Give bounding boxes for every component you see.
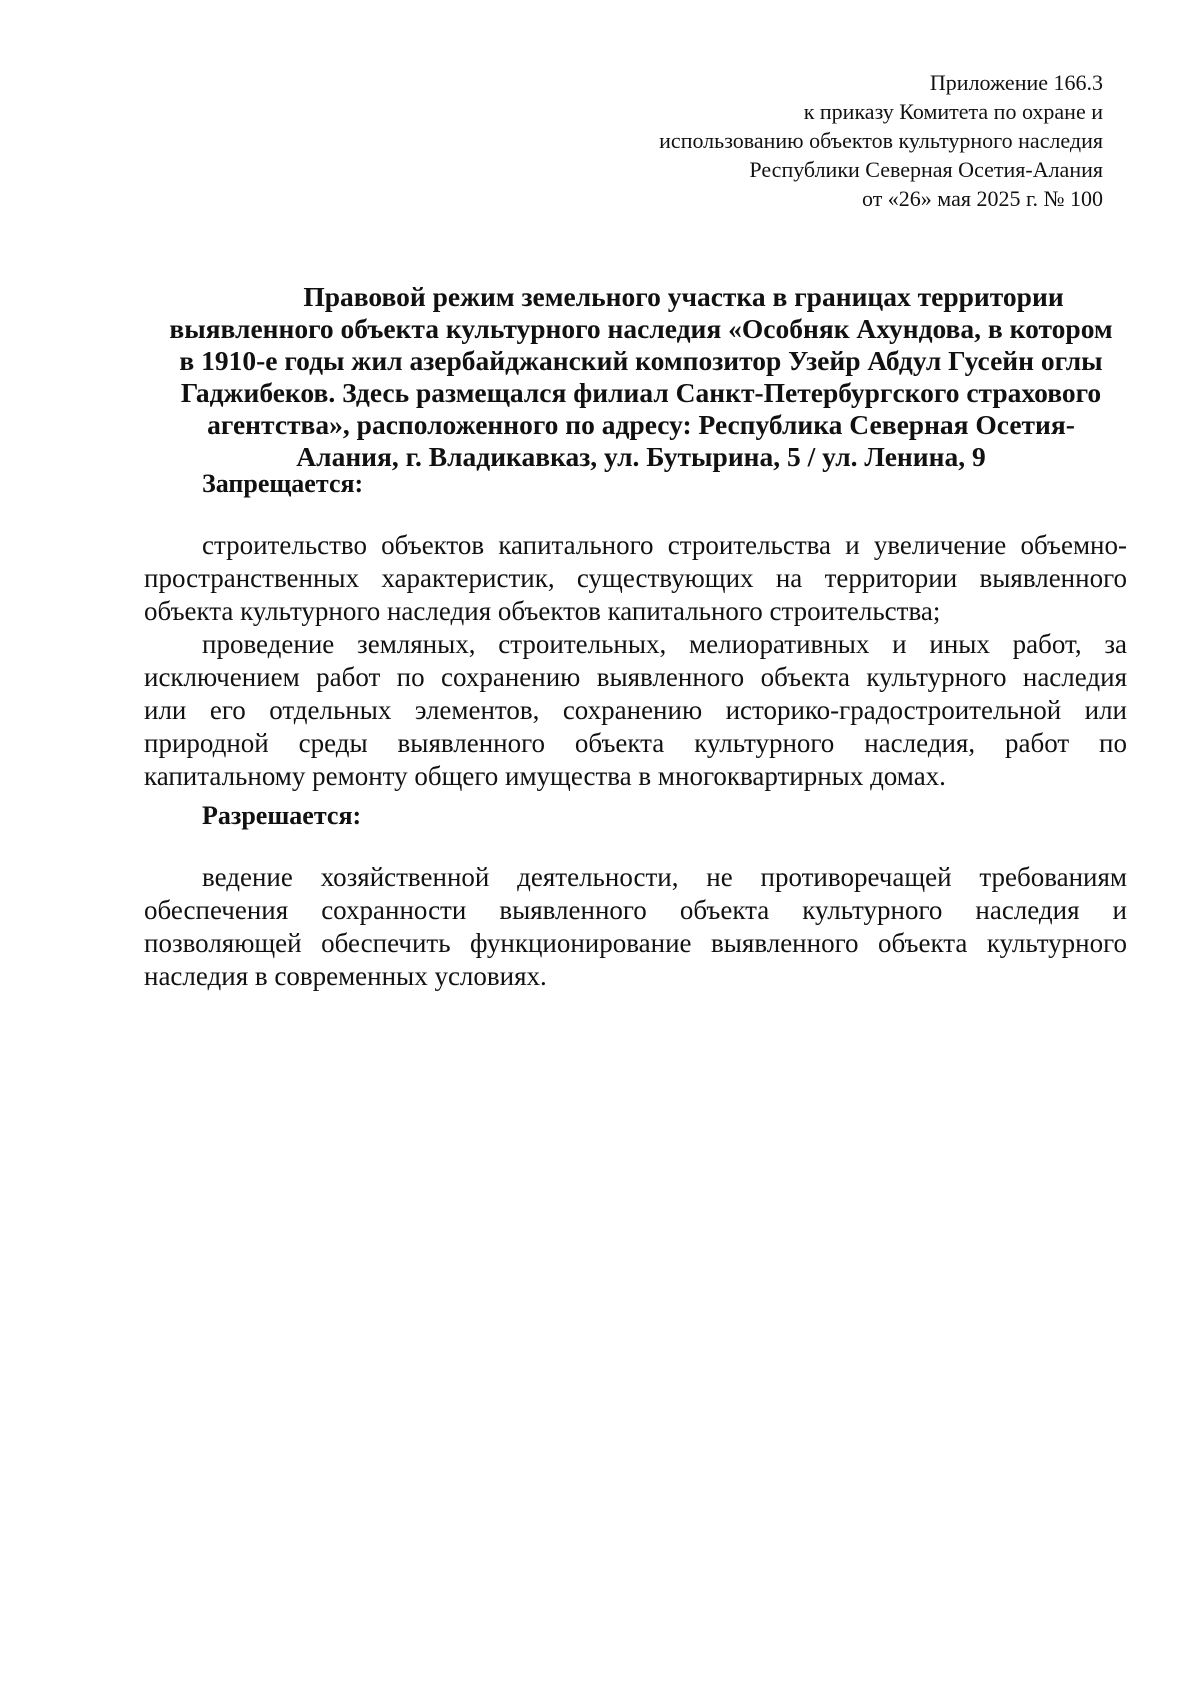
document-title [146, 281, 1136, 473]
title-line: Правовой режим земельного участка в границах территории [303, 281, 1064, 312]
title-line: в 1910-е годы жил азербайджанский композитор Узейр Абдул Гусейн оглы [179, 345, 1103, 376]
allowed-paragraph-1 [144, 861, 1127, 993]
paragraph-line: проведение земляных, строительных, мелиоративных и иных работ, за [202, 629, 1127, 659]
paragraph-line: ведение хозяйственной деятельности, не противоречащей требованиям [202, 862, 1127, 892]
prohibited-paragraph-2 [144, 628, 1127, 793]
appendix-header [503, 68, 1103, 213]
paragraph-line: пространственных характеристик, существующих на территории выявленного [144, 563, 1127, 593]
title-line: агентства», расположенного по адресу: Республика Северная Осетия- [207, 409, 1075, 440]
allowed-heading: Разрешается: [202, 801, 362, 830]
paragraph-line: или его отдельных элементов, сохранению историко-градостроительной или [144, 695, 1127, 725]
appendix-line: Республики Северная Осетия-Алания [749, 157, 1103, 182]
paragraph-line: исключением работ по сохранению выявленного объекта культурного наследия [144, 662, 1127, 692]
appendix-line: использованию объектов культурного наследия [659, 128, 1103, 153]
paragraph-line: капитальному ремонту общего имущества в многоквартирных домах. [144, 761, 946, 791]
paragraph-line: строительство объектов капитального строительства и увеличение объемно- [202, 530, 1127, 560]
prohibited-paragraph-1 [144, 529, 1127, 628]
prohibited-heading: Запрещается: [202, 469, 364, 498]
appendix-line: к приказу Комитета по охране и [803, 99, 1103, 124]
title-line: Алания, г. Владикавказ, ул. Бутырина, 5 / ул. Ленина, 9 [296, 441, 986, 472]
paragraph-line: природной среды выявленного объекта культурного наследия, работ по [144, 728, 1127, 758]
allowed-section [144, 861, 1127, 993]
title-line: выявленного объекта культурного наследия «Особняк Ахундова, в котором [169, 313, 1113, 344]
paragraph-line: объекта культурного наследия объектов капитального строительства; [144, 596, 941, 626]
appendix-line: от «26» мая 2025 г. № 100 [861, 186, 1103, 211]
paragraph-line: позволяющей обеспечить функционирование выявленного объекта культурного [144, 928, 1127, 958]
title-line: Гаджибеков. Здесь размещался филиал Санкт-Петербургского страхового [180, 377, 1102, 408]
appendix-line: Приложение 166.3 [929, 70, 1103, 95]
prohibited-section [144, 529, 1127, 793]
paragraph-line: наследия в современных условиях. [144, 961, 547, 991]
paragraph-line: обеспечения сохранности выявленного объекта культурного наследия и [144, 895, 1127, 925]
